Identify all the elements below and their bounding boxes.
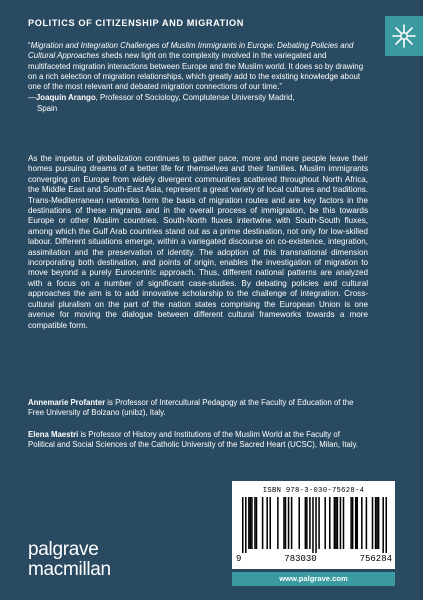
quote-attribution (28, 93, 368, 114)
barcode-bar (251, 497, 253, 549)
barcode-bars (242, 497, 387, 553)
barcode-bar (306, 497, 308, 549)
barcode-bar (312, 497, 314, 553)
barcode-bar (315, 497, 317, 553)
attribution-name: Joaquín Arango (35, 93, 96, 103)
series-title: POLITICS OF CITIZENSHIP AND MIGRATION (28, 18, 244, 28)
author-name: Annemarie Profanter (28, 398, 106, 407)
barcode-bar (356, 497, 358, 549)
barcode-bar (288, 497, 290, 549)
barcode-bar (309, 497, 311, 549)
barcode-bar (329, 497, 331, 549)
author-name: Elena Maestri (28, 430, 79, 439)
barcode-bar (269, 497, 271, 549)
barcode-bar (376, 497, 378, 549)
publisher-name-line1: palgrave (28, 539, 99, 560)
author-bio (28, 398, 368, 418)
author-bio-text: is Professor of History and Institutions of the Muslim World at the Faculty of Political and Social Sciences of the Catholic University of the Sacred Heart (UCSC), Milan, Italy. (28, 430, 359, 450)
author-bio-text: is Professor of Intercultural Pedagogy at the Faculty of Education of the Free University of Bolzano (unibz), Italy. (28, 398, 354, 418)
barcode-bar (340, 497, 342, 549)
barcode-bar (372, 497, 374, 549)
publisher-name-line2: macmillan (28, 559, 111, 580)
barcode-bar (254, 497, 256, 549)
barcode-bar (350, 497, 352, 549)
barcode-bar (337, 497, 339, 549)
isbn-label: ISBN 978-3-030-75628-4 (262, 487, 365, 495)
barcode-bar (277, 497, 279, 549)
attribution-place: Spain (37, 103, 58, 113)
barcode-bar (378, 497, 380, 549)
barcode-digit-group: 9 (236, 554, 242, 564)
barcode-bar (366, 497, 368, 549)
barcode-bar (305, 497, 307, 549)
publisher-wordmark (28, 540, 111, 580)
barcode-digits (236, 554, 392, 564)
quote-book-title: Migration and Integration Challenges of Muslim Immigrants in Europe: Debating Policies and Cultural Approaches (28, 41, 354, 61)
barcode-bar (335, 497, 337, 549)
barcode-bar (250, 497, 252, 549)
barcode-digit-group: 756284 (359, 554, 392, 564)
barcode-digit-group: 783030 (284, 554, 317, 564)
publisher-logo-badge (385, 16, 423, 56)
barcode-bar (343, 497, 345, 549)
endorsement-quote (28, 41, 368, 114)
barcode-bar (355, 497, 357, 549)
barcode-bar (375, 497, 377, 549)
barcode-bar (285, 497, 287, 549)
palgrave-pen-nib-logo-icon (391, 23, 417, 49)
barcode-bar (262, 497, 264, 549)
isbn-barcode (232, 481, 395, 569)
barcode-bar (291, 497, 293, 549)
book-description: As the impetus of globalization continues to gather pace, more and more people leave their homes pursuing dreams of a better life for themselves and their families. Muslim immigrants converging on Europe from widely divergent communities scattered throughout North Africa, the Middle East and South-East Asia, represent a great variety of local cultures and traditions. Trans-Mediterranean networks form the basis of migration routes and are key factors in the destinations of these migrants and in the overall process of immigration, be this towards Europe or other Muslim countries. South-North fluxes intertwine with South-South fluxes, among which the Gulf Arab countries stand out as a prime destination, not only for low-skilled labour. Different situations emerge, within a variegated discourse on co-existence, integration, assimilation and the preservation of identity. The adoption of this transnational dimension incorporating both destination, and points of origin, enables the investigation of migration to move beyond a purely Eurocentric approach. Thus, different national patterns are analyzed with a focus on a number of significant case-studies. By debating policies and cultural approaches the aim is to add innovative scholarship to the challenge of integration. Cross-cultural pluralism on the part of the nation states comprising the European Union is one avenue for moving the dialogue between different cultural frameworks towards a more compatible form. (28, 154, 368, 330)
barcode-bar (248, 497, 250, 549)
barcode-bar (298, 497, 300, 549)
quote-open-mark: “ (28, 41, 31, 50)
barcode-bar (266, 497, 268, 549)
attribution-role: , Professor of Sociology, Complutense University Madrid, (95, 93, 295, 103)
barcode-bar (352, 497, 354, 549)
barcode-bar (256, 497, 258, 549)
publisher-url: www.palgrave.com (232, 572, 395, 586)
author-bio (28, 430, 368, 450)
barcode-bar (242, 497, 244, 553)
barcode-bar (385, 497, 387, 553)
barcode-bar (245, 497, 247, 553)
barcode-bar (361, 497, 363, 549)
quote-text: sheds new light on the complexity involved in the variegated and multifaceted migration interactions between Europe and the Muslim world. It does so by drawing on a rich selection of migration relationships, which greatly add to the existing knowledge about one of the most relevant and debated migration connections of our time.” (28, 51, 364, 92)
barcode-bar (382, 497, 384, 553)
barcode-bar (283, 497, 285, 549)
attribution-dash: — (28, 93, 36, 103)
barcode-bar (324, 497, 326, 549)
barcode-bar (318, 497, 320, 549)
barcode-bar (334, 497, 336, 549)
